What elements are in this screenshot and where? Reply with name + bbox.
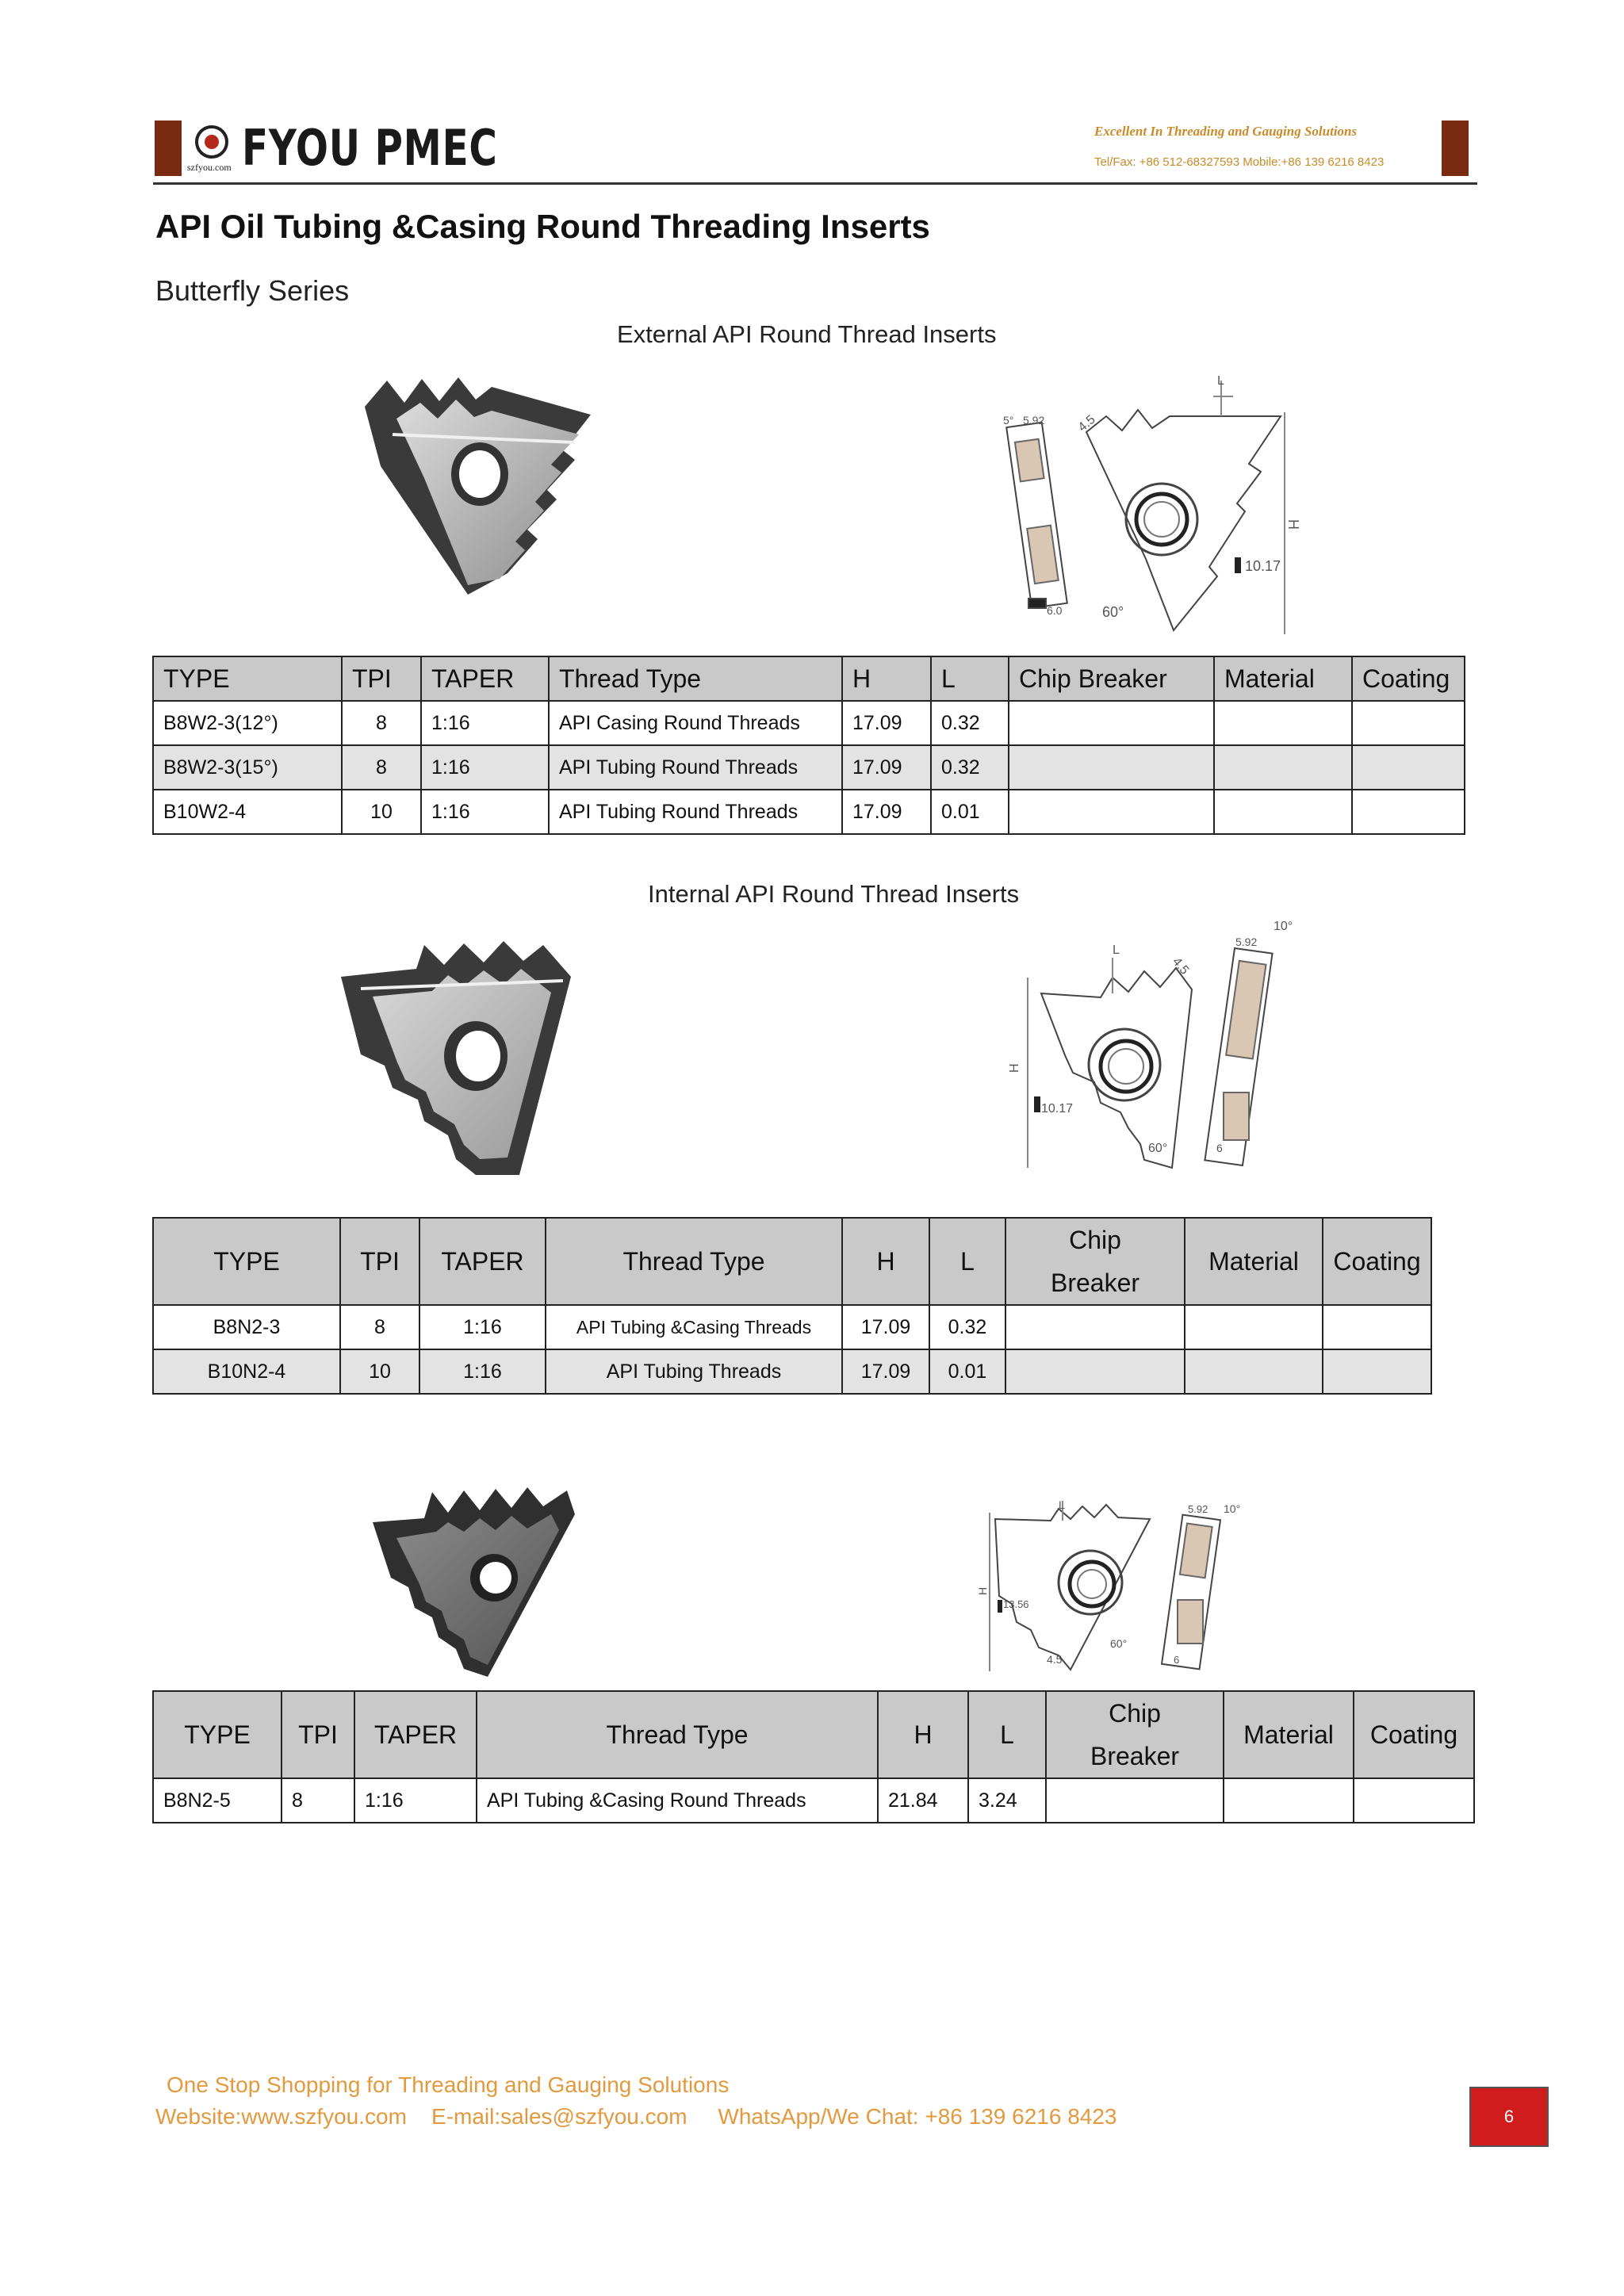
- col-chip-breaker-line1: Chip: [1069, 1226, 1121, 1254]
- header-bar-left: [155, 121, 182, 176]
- col-coating: Coating: [1323, 1218, 1431, 1305]
- cell-thread-type: API Tubing Round Threads: [549, 745, 842, 790]
- cell-coating: [1323, 1305, 1431, 1349]
- col-chip-breaker-line2: Breaker: [1090, 1742, 1180, 1770]
- cell-tpi: 8: [282, 1778, 354, 1823]
- table-header-row: [153, 656, 1465, 701]
- table-row: [153, 745, 1465, 790]
- cell-tpi: 8: [340, 1305, 419, 1349]
- third-dim-6: 6: [1174, 1654, 1180, 1666]
- table-row: [153, 790, 1465, 834]
- col-h: H: [842, 1218, 929, 1305]
- header-divider: [153, 182, 1477, 185]
- third-inserts-table: [152, 1690, 1475, 1823]
- ext-dim-60: 60°: [1102, 604, 1124, 620]
- int-dim-45: 4.5: [1169, 955, 1192, 978]
- header-tagline: Excellent In Threading and Gauging Solutions: [1094, 124, 1358, 139]
- page-title: API Oil Tubing &Casing Round Threading Inserts: [155, 208, 930, 245]
- int-dim-60: 60°: [1148, 1142, 1168, 1155]
- cell-type: B8N2-3: [153, 1305, 340, 1349]
- external-insert-photo: [349, 371, 595, 601]
- cell-material: [1214, 701, 1352, 745]
- table-row: [153, 1305, 1431, 1349]
- table-row: [153, 1349, 1431, 1394]
- cell-tpi: 8: [342, 701, 421, 745]
- col-l: L: [931, 656, 1009, 701]
- int-dim-1017: 10.17: [1041, 1102, 1074, 1115]
- cell-type: B10N2-4: [153, 1349, 340, 1394]
- col-taper: TAPER: [421, 656, 549, 701]
- third-insert-photo: [369, 1483, 583, 1681]
- third-insert-drawing: [976, 1497, 1257, 1679]
- cell-taper: 1:16: [419, 1305, 546, 1349]
- int-dim-6: 6: [1216, 1142, 1223, 1154]
- third-dim-d: 13.56: [1003, 1598, 1029, 1610]
- col-tpi: TPI: [342, 656, 421, 701]
- col-chip-breaker: [1005, 1218, 1185, 1305]
- cell-type: B8N2-5: [153, 1778, 282, 1823]
- header-bar-right: [1442, 121, 1469, 176]
- col-chip-breaker-line2: Breaker: [1050, 1269, 1140, 1297]
- cell-l: 0.32: [929, 1305, 1005, 1349]
- ext-dim-6: 6.0: [1047, 604, 1063, 617]
- cell-h: 17.09: [842, 790, 931, 834]
- cell-thread-type: API Casing Round Threads: [549, 701, 842, 745]
- table-header-row: [153, 1691, 1474, 1778]
- cell-l: 0.01: [931, 790, 1009, 834]
- cell-thread-type: API Tubing &Casing Threads: [546, 1305, 842, 1349]
- internal-insert-photo: [337, 937, 579, 1183]
- cell-chip-breaker: [1009, 701, 1214, 745]
- cell-taper: 1:16: [421, 745, 549, 790]
- col-thread-type: Thread Type: [546, 1218, 842, 1305]
- col-type: TYPE: [153, 1218, 340, 1305]
- third-dim-60: 60°: [1110, 1637, 1128, 1650]
- col-l: L: [968, 1691, 1046, 1778]
- cell-tpi: 10: [342, 790, 421, 834]
- cell-chip-breaker: [1005, 1349, 1185, 1394]
- col-chip-breaker: Chip Breaker: [1009, 656, 1214, 701]
- cell-chip-breaker: [1009, 790, 1214, 834]
- col-h: H: [842, 656, 931, 701]
- cell-material: [1224, 1778, 1354, 1823]
- col-coating: Coating: [1352, 656, 1465, 701]
- ext-dim-1017: 10.17: [1245, 558, 1281, 574]
- cell-coating: [1352, 790, 1465, 834]
- cell-coating: [1352, 701, 1465, 745]
- int-dim-592: 5.92: [1235, 936, 1258, 948]
- cell-h: 17.09: [842, 1305, 929, 1349]
- col-material: Material: [1224, 1691, 1354, 1778]
- cell-l: 0.32: [931, 701, 1009, 745]
- external-insert-drawing: [1003, 369, 1308, 642]
- third-dim-592: 5.92: [1188, 1503, 1208, 1515]
- cell-h: 17.09: [842, 1349, 929, 1394]
- cell-taper: 1:16: [419, 1349, 546, 1394]
- third-dim-10: 10°: [1224, 1502, 1241, 1515]
- int-dim-l: L: [1113, 943, 1120, 957]
- col-taper: TAPER: [354, 1691, 477, 1778]
- col-chip-breaker-line1: Chip: [1109, 1699, 1161, 1728]
- cell-material: [1185, 1305, 1323, 1349]
- third-dim-l: L: [1059, 1498, 1065, 1511]
- cell-h: 17.09: [842, 701, 931, 745]
- cell-taper: 1:16: [354, 1778, 477, 1823]
- cell-material: [1214, 790, 1352, 834]
- logo-icon: [195, 125, 228, 159]
- cell-thread-type: API Tubing Round Threads: [549, 790, 842, 834]
- cell-chip-breaker: [1046, 1778, 1224, 1823]
- col-chip-breaker: [1046, 1691, 1224, 1778]
- col-material: Material: [1214, 656, 1352, 701]
- col-type: TYPE: [153, 656, 342, 701]
- third-dim-45: 4.5: [1047, 1653, 1063, 1666]
- logo-subtext: szfyou.com: [187, 162, 232, 173]
- col-taper: TAPER: [419, 1218, 546, 1305]
- table-row: [153, 1778, 1474, 1823]
- cell-coating: [1354, 1778, 1474, 1823]
- header-contact: Tel/Fax: +86 512-68327593 Mobile:+86 139 6216 8423: [1094, 155, 1385, 169]
- col-thread-type: Thread Type: [549, 656, 842, 701]
- col-thread-type: Thread Type: [477, 1691, 878, 1778]
- ext-dim-592: 5.92: [1023, 414, 1045, 427]
- cell-thread-type: API Tubing Threads: [546, 1349, 842, 1394]
- cell-material: [1214, 745, 1352, 790]
- logo-text: FYOU PMEC: [242, 119, 498, 177]
- cell-taper: 1:16: [421, 790, 549, 834]
- series-title: Butterfly Series: [155, 274, 350, 307]
- internal-insert-drawing: [1005, 914, 1311, 1176]
- cell-thread-type: API Tubing &Casing Round Threads: [477, 1778, 878, 1823]
- col-coating: Coating: [1354, 1691, 1474, 1778]
- cell-h: 21.84: [878, 1778, 968, 1823]
- cell-l: 3.24: [968, 1778, 1046, 1823]
- cell-chip-breaker: [1005, 1305, 1185, 1349]
- footer-contact: Website:www.szfyou.com E-mail:sales@szfyou.com WhatsApp/We Chat: +86 139 6216 8423: [155, 2104, 1117, 2129]
- ext-dim-l: L: [1217, 374, 1224, 388]
- ext-dim-5: 5°: [1003, 414, 1014, 427]
- col-material: Material: [1185, 1218, 1323, 1305]
- col-h: H: [878, 1691, 968, 1778]
- int-dim-10: 10°: [1274, 920, 1293, 933]
- third-dim-h: H: [976, 1586, 989, 1595]
- col-type: TYPE: [153, 1691, 282, 1778]
- cell-l: 0.01: [929, 1349, 1005, 1394]
- external-inserts-table: [152, 656, 1465, 835]
- cell-material: [1185, 1349, 1323, 1394]
- cell-type: B8W2-3(12°): [153, 701, 342, 745]
- cell-chip-breaker: [1009, 745, 1214, 790]
- cell-l: 0.32: [931, 745, 1009, 790]
- internal-inserts-table: [152, 1217, 1432, 1395]
- col-tpi: TPI: [282, 1691, 354, 1778]
- cell-tpi: 10: [340, 1349, 419, 1394]
- cell-h: 17.09: [842, 745, 931, 790]
- cell-taper: 1:16: [421, 701, 549, 745]
- col-tpi: TPI: [340, 1218, 419, 1305]
- page-number: 6: [1469, 2087, 1549, 2147]
- int-dim-h: H: [1008, 1063, 1021, 1073]
- cell-type: B10W2-4: [153, 790, 342, 834]
- table-row: [153, 701, 1465, 745]
- cell-tpi: 8: [342, 745, 421, 790]
- col-l: L: [929, 1218, 1005, 1305]
- table-header-row: [153, 1218, 1431, 1305]
- cell-type: B8W2-3(15°): [153, 745, 342, 790]
- section-title-internal: Internal API Round Thread Inserts: [648, 880, 1020, 908]
- ext-dim-45: 4.5: [1075, 412, 1098, 435]
- section-title-external: External API Round Thread Inserts: [617, 320, 997, 348]
- cell-coating: [1352, 745, 1465, 790]
- footer-slogan: One Stop Shopping for Threading and Gauging Solutions: [167, 2072, 730, 2097]
- ext-dim-h: H: [1285, 519, 1301, 530]
- cell-coating: [1323, 1349, 1431, 1394]
